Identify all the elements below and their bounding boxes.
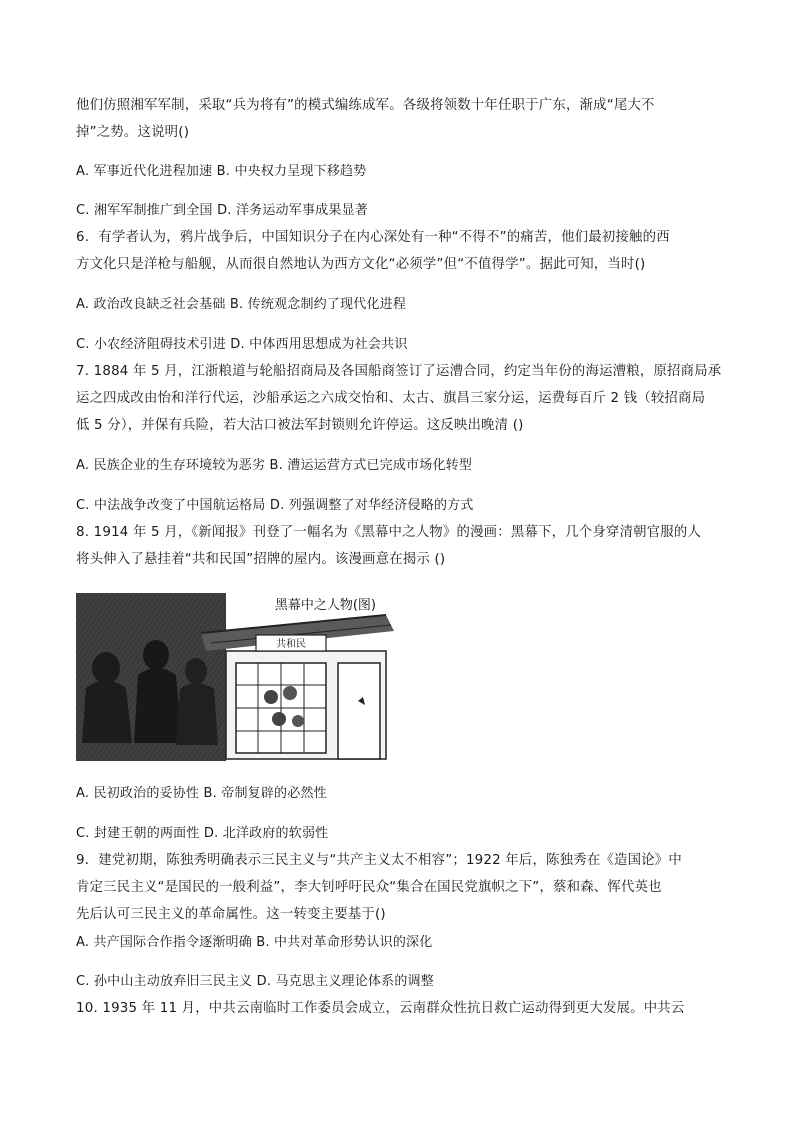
q9-stem-line-3: 先后认可三民主义的革命属性。这一转变主要基于() xyxy=(76,907,386,922)
q9-options-ab: A. 共产国际合作指令逐渐明确 B. 中共对革命形势认识的深化 xyxy=(76,935,433,950)
q7-stem-line-3: 低 5 分），并保有兵险，若大沽口被法军封锁则允许停运。这反映出晚清 () xyxy=(76,418,524,433)
q7-options-ab: A. 民族企业的生存环境较为恶劣 B. 漕运运营方式已完成市场化转型 xyxy=(76,458,473,473)
q8-options-cd: C. 封建王朝的两面性 D. 北洋政府的软弱性 xyxy=(76,826,329,841)
q8-stem-line-2: 将头伸入了悬挂着“共和民国”招牌的屋内。该漫画意在揭示 () xyxy=(76,552,446,567)
q7-options-cd: C. 中法战争改变了中国航运格局 D. 列强调整了对华经济侵略的方式 xyxy=(76,498,474,513)
cartoon-sign: 共和民 xyxy=(276,639,306,650)
q9-options-cd: C. 孙中山主动放弃旧三民主义 D. 马克思主义理论体系的调整 xyxy=(76,974,434,989)
q5-stem-line-1: 他们仿照湘军军制，采取“兵为将有”的模式编练成军。各级将领数十年任职于广东，渐成“尾大不 xyxy=(76,98,655,113)
q7-stem-line-1: 7. 1884 年 5 月，江浙粮道与轮船招商局及各国船商签订了运漕合同，约定当年份的海运漕粮，原招商局承 xyxy=(76,364,722,379)
q6-options-cd: C. 小农经济阻碍技术引进 D. 中体西用思想成为社会共识 xyxy=(76,337,408,352)
q9-stem-line-2: 肯定三民主义“是国民的一般利益”，李大钊呼吁民众“集合在国民党旗帜之下”，蔡和森、恽代英也 xyxy=(76,880,662,895)
q5-stem-line-2: 掉”之势。这说明() xyxy=(76,125,190,140)
q6-stem-line-1: 6．有学者认为，鸦片战争后，中国知识分子在内心深处有一种“不得不”的痛苦，他们最初接触的西 xyxy=(76,230,670,245)
q5-options-cd: C. 湘军军制推广到全国 D. 洋务运动军事成果显著 xyxy=(76,203,368,218)
cartoon-title: 黑幕中之人物(图) xyxy=(274,598,376,613)
q10-stem-line-1: 10. 1935 年 11 月，中共云南临时工作委员会成立，云南群众性抗日救亡运动得到更大发展。中共云 xyxy=(76,1001,685,1016)
q6-stem-line-2: 方文化只是洋枪与船舰，从而很自然地认为西方文化“必须学”但“不值得学”。据此可知，当时() xyxy=(76,257,646,272)
q8-stem-line-1: 8. 1914 年 5 月，《新闻报》刊登了一幅名为《黑幕中之人物》的漫画：黑幕下，几个身穿清朝官服的人 xyxy=(76,525,702,540)
cartoon-image xyxy=(76,593,396,761)
q9-stem-line-1: 9．建党初期，陈独秀明确表示三民主义与“共产主义太不相容”；1922 年后，陈独秀在《造国论》中 xyxy=(76,853,682,868)
q8-options-ab: A. 民初政治的妥协性 B. 帝制复辟的必然性 xyxy=(76,786,327,801)
q6-options-ab: A. 政治改良缺乏社会基础 B. 传统观念制约了现代化进程 xyxy=(76,297,407,312)
q7-stem-line-2: 运之四成改由怡和洋行代运，沙船承运之六成交怡和、太古、旗昌三家分运，运费每百斤 2 钱（较招商局 xyxy=(76,391,706,406)
q5-options-ab: A. 军事近代化进程加速 B. 中央权力呈现下移趋势 xyxy=(76,164,367,179)
